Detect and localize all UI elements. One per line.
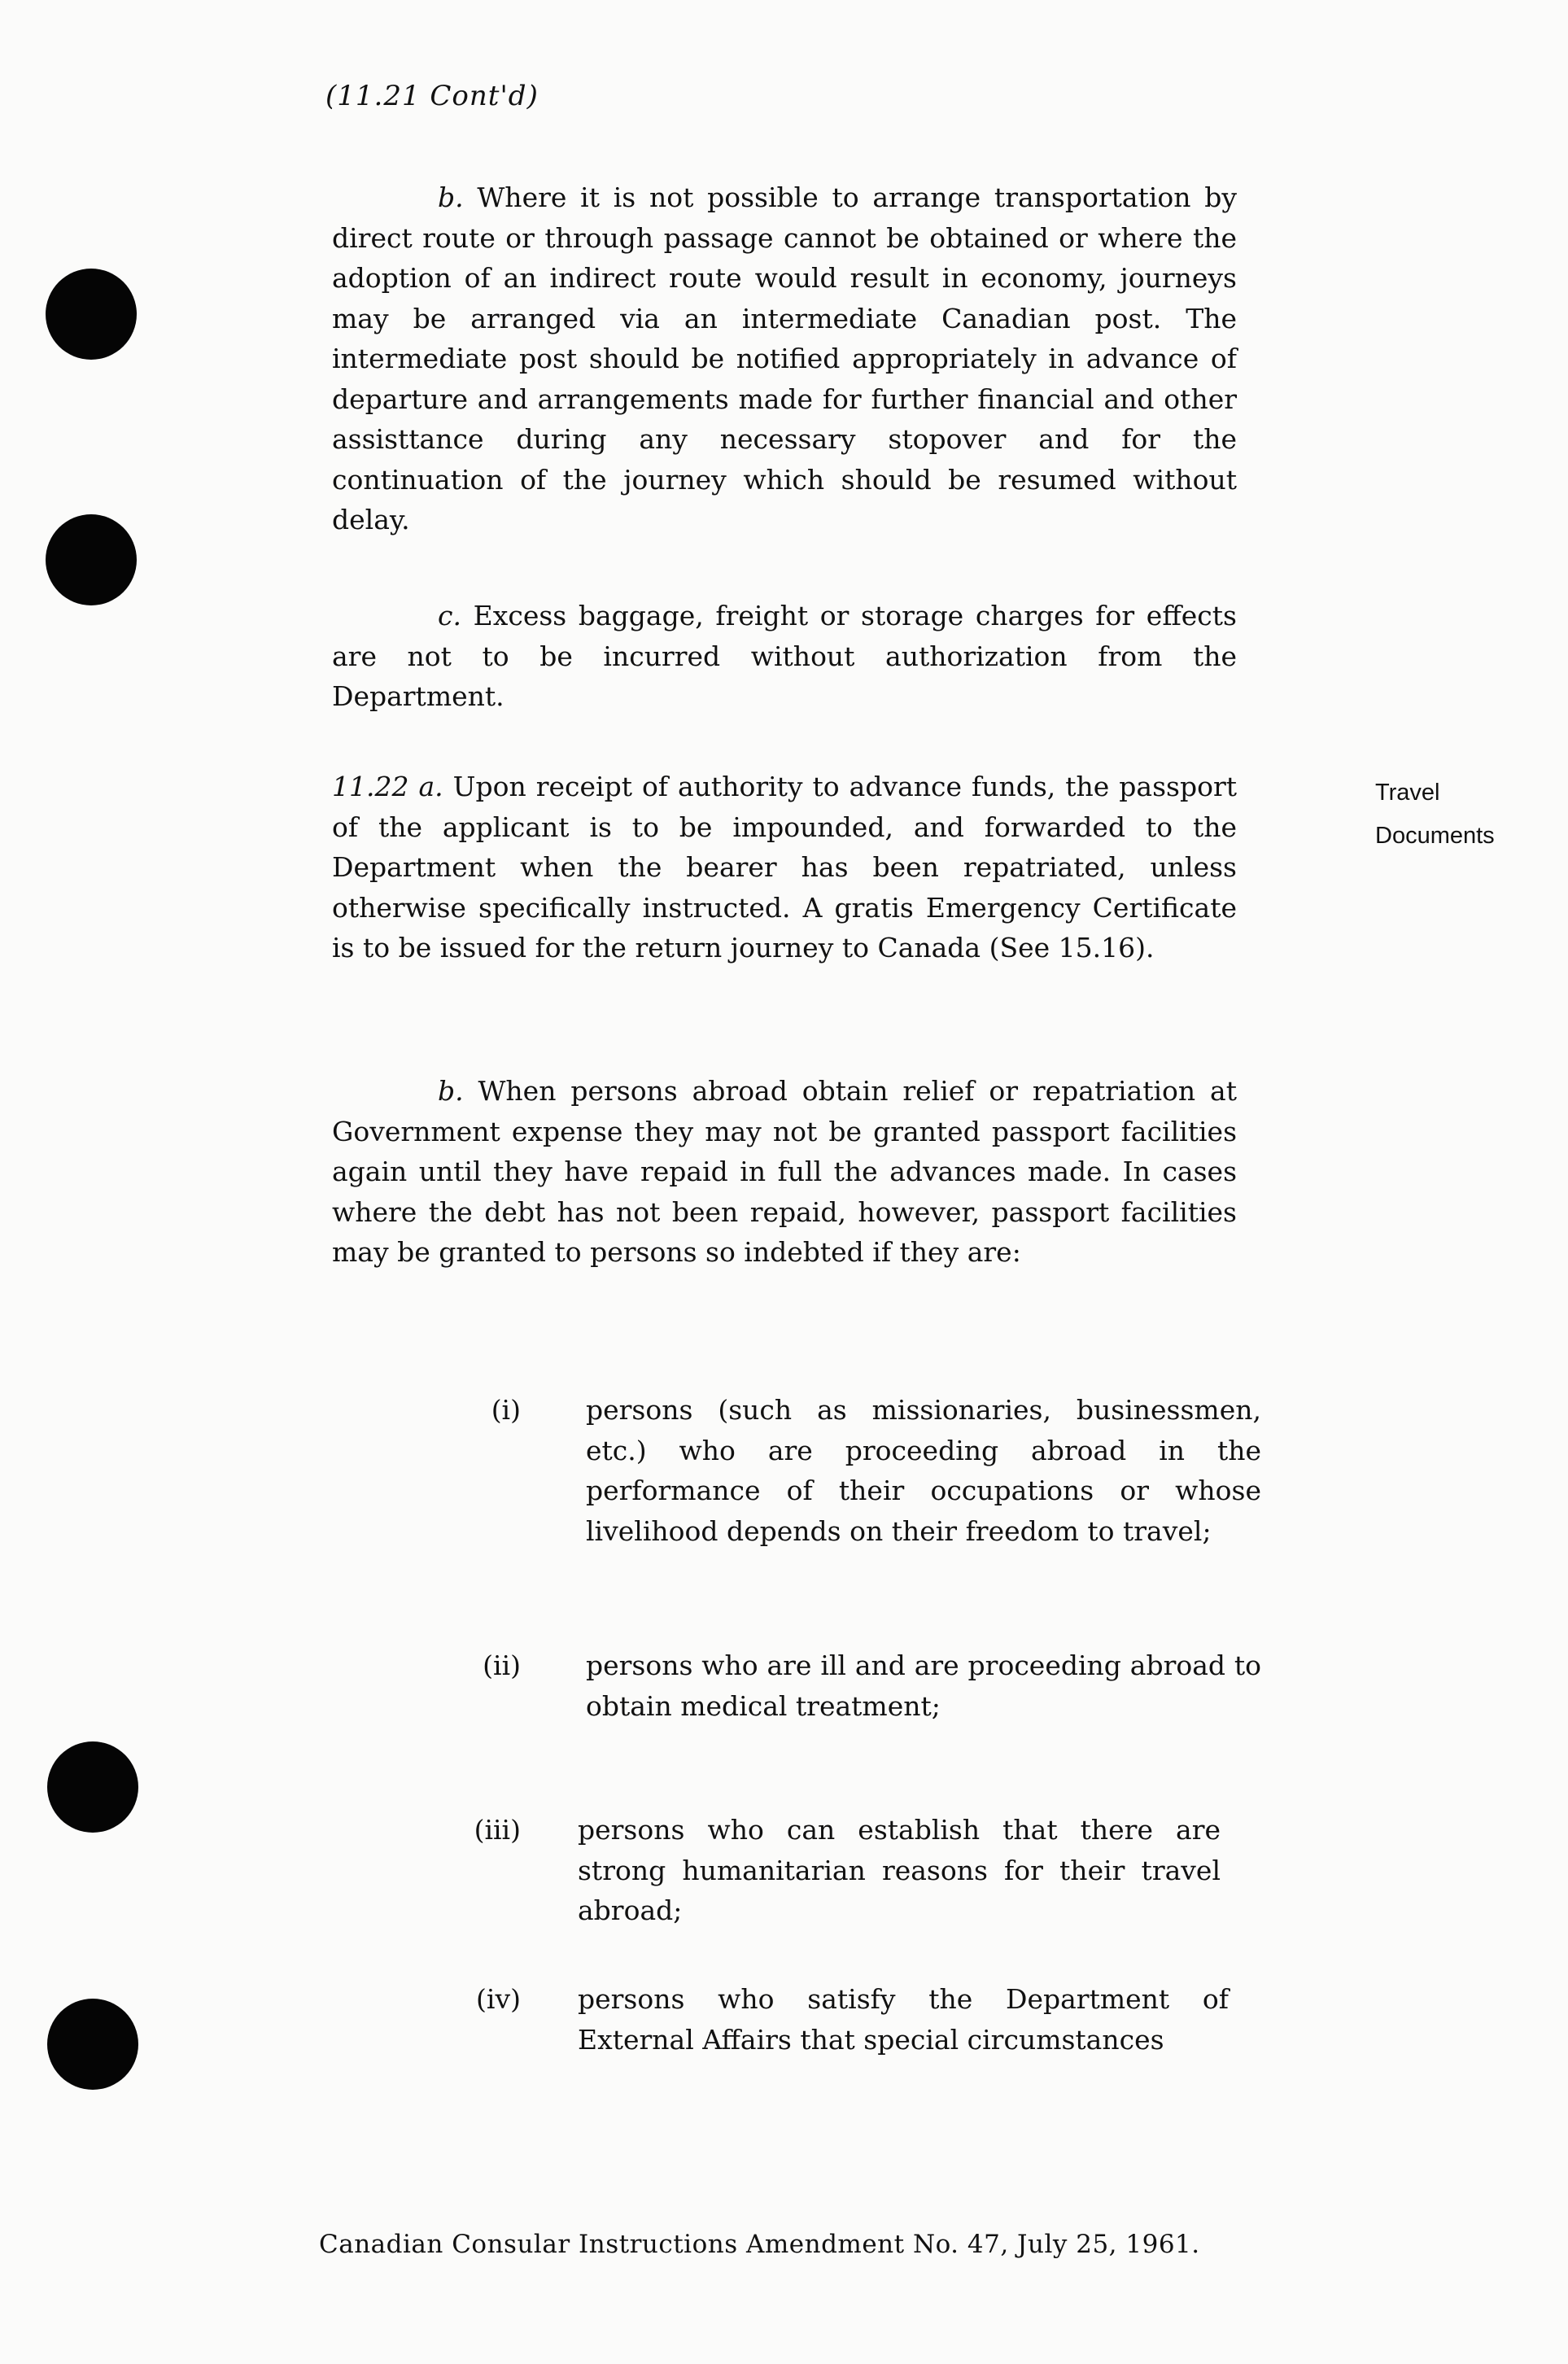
paragraph-label: b.	[438, 181, 464, 213]
list-text: persons (such as missionaries, businessmen, etc.) who are proceeding abroad in the performance of their occupations or whose livelihood depends on their freedom to travel;	[586, 1394, 1261, 1547]
paragraph-label: c.	[438, 600, 461, 631]
paragraph-text: Upon receipt of authority to advance funds, the passport of the applicant is to be impounded, and forwarded to the Department when the bearer has been repatriated, unless otherwise specifically instructed. A gratis Emergency Certificate is to be issued for the return journey to Canada (See 15.16).	[332, 771, 1237, 964]
list-number: (iv)	[476, 1983, 521, 2015]
paragraph-text: When persons abroad obtain relief or repatriation at Government expense they may not be granted passport facilities again until they have repaid in full the advances made. In cases where the debt has not been repaid, however, passport facilities may be granted to persons so indebted if they are:	[332, 1075, 1237, 1268]
paragraph-b-transport	[332, 177, 1237, 540]
section-number: 11.22	[332, 771, 409, 802]
paragraph-1122-b	[332, 1071, 1237, 1273]
binder-hole-3	[47, 1741, 138, 1833]
paragraph-1122-a	[332, 767, 1237, 968]
list-text: persons who can establish that there are strong humanitarian reasons for their travel abroad;	[578, 1814, 1221, 1926]
margin-note-line-1: Travel	[1375, 780, 1440, 806]
paragraph-c-excess-baggage	[332, 596, 1237, 717]
list-number: (ii)	[483, 1650, 521, 1681]
paragraph-text: Excess baggage, freight or storage charges for effects are not to be incurred without authorization from the Department.	[332, 600, 1237, 712]
paragraph-text: Where it is not possible to arrange transportation by direct route or through passage cannot be obtained or where the adoption of an indirect route would result in economy, journeys may be arranged via an intermediate Canadian post. The intermediate post should be notified appropriately in advance of departure and arrangements made for further financial and other assisttance during any necessary stopover and for the continuation of the journey which should be resumed without delay.	[332, 181, 1237, 535]
footer-citation: Canadian Consular Instructions Amendment No. 47, July 25, 1961.	[319, 2230, 1200, 2259]
continuation-header: (11.21 Cont'd)	[325, 80, 539, 112]
binder-hole-1	[46, 269, 137, 360]
binder-hole-4	[47, 1999, 138, 2090]
list-text: persons who are ill and are proceeding abroad to obtain medical treatment;	[586, 1650, 1261, 1722]
margin-note-line-2: Documents	[1375, 823, 1495, 849]
paragraph-label: a.	[418, 771, 443, 802]
binder-hole-2	[46, 514, 137, 605]
list-number: (iii)	[474, 1814, 521, 1846]
paragraph-label: b.	[438, 1075, 464, 1107]
margin-note	[1375, 771, 1495, 858]
list-number: (i)	[491, 1394, 521, 1426]
list-text: persons who satisfy the Department of External Affairs that special circumstances	[578, 1983, 1229, 2056]
